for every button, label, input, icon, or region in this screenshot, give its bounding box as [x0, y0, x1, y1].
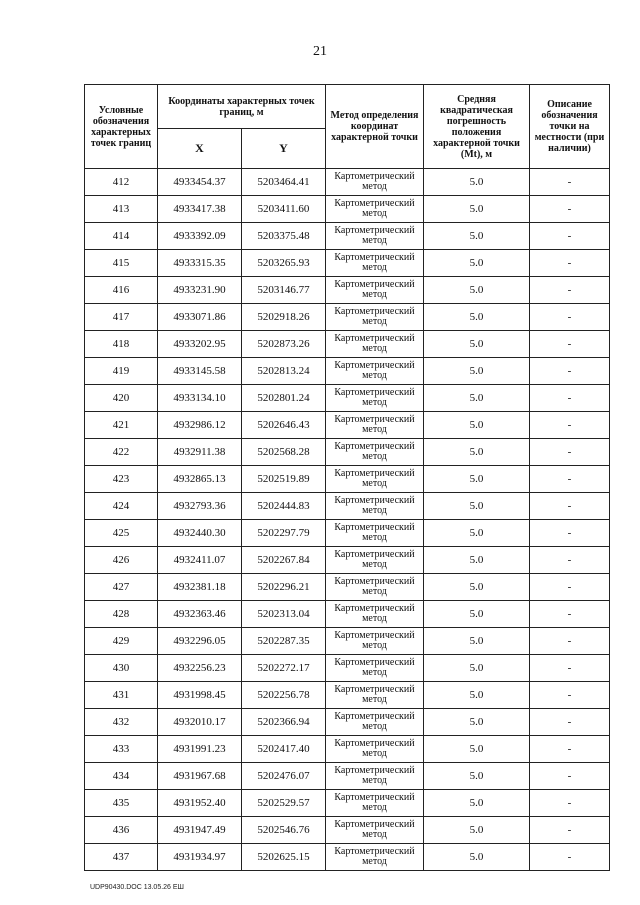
table-row [85, 736, 610, 763]
cell-description: - [530, 520, 610, 547]
cell-x-coordinate: 4931934.97 [158, 844, 242, 871]
cell-x-coordinate: 4932986.12 [158, 412, 242, 439]
cell-description: - [530, 223, 610, 250]
cell-y-coordinate: 5202296.21 [242, 574, 326, 601]
cell-y-coordinate: 5202813.24 [242, 358, 326, 385]
cell-x-coordinate: 4931947.49 [158, 817, 242, 844]
cell-method: Картометрический метод [326, 385, 424, 412]
cell-x-coordinate: 4932296.05 [158, 628, 242, 655]
cell-x-coordinate: 4933145.58 [158, 358, 242, 385]
cell-description: - [530, 547, 610, 574]
cell-error: 5.0 [424, 709, 530, 736]
cell-method: Картометрический метод [326, 277, 424, 304]
cell-description: - [530, 844, 610, 871]
cell-point-number: 433 [85, 736, 158, 763]
cell-point-number: 434 [85, 763, 158, 790]
table-row [85, 520, 610, 547]
cell-y-coordinate: 5202366.94 [242, 709, 326, 736]
cell-x-coordinate: 4931991.23 [158, 736, 242, 763]
header-x: X [158, 129, 242, 169]
cell-error: 5.0 [424, 385, 530, 412]
cell-point-number: 426 [85, 547, 158, 574]
cell-x-coordinate: 4932381.18 [158, 574, 242, 601]
cell-method: Картометрический метод [326, 466, 424, 493]
table-row [85, 358, 610, 385]
cell-error: 5.0 [424, 547, 530, 574]
cell-point-number: 412 [85, 169, 158, 196]
table-row [85, 493, 610, 520]
cell-x-coordinate: 4933231.90 [158, 277, 242, 304]
table-row [85, 277, 610, 304]
cell-description: - [530, 574, 610, 601]
footer-document-code: UDP90430.DOC 13.05.26 EШ [90, 884, 184, 891]
cell-error: 5.0 [424, 628, 530, 655]
cell-error: 5.0 [424, 520, 530, 547]
cell-point-number: 430 [85, 655, 158, 682]
cell-point-number: 423 [85, 466, 158, 493]
cell-y-coordinate: 5202313.04 [242, 601, 326, 628]
cell-error: 5.0 [424, 277, 530, 304]
cell-y-coordinate: 5202287.35 [242, 628, 326, 655]
cell-method: Картометрический метод [326, 817, 424, 844]
cell-error: 5.0 [424, 682, 530, 709]
cell-x-coordinate: 4933134.10 [158, 385, 242, 412]
coordinates-table [84, 84, 610, 871]
header-designation: Условные обозначения характерных точек границ [85, 85, 158, 169]
cell-error: 5.0 [424, 358, 530, 385]
cell-x-coordinate: 4933392.09 [158, 223, 242, 250]
cell-method: Картометрический метод [326, 682, 424, 709]
table-row [85, 304, 610, 331]
cell-point-number: 414 [85, 223, 158, 250]
cell-y-coordinate: 5203411.60 [242, 196, 326, 223]
cell-method: Картометрический метод [326, 439, 424, 466]
cell-x-coordinate: 4933454.37 [158, 169, 242, 196]
cell-y-coordinate: 5202297.79 [242, 520, 326, 547]
cell-error: 5.0 [424, 493, 530, 520]
cell-x-coordinate: 4932911.38 [158, 439, 242, 466]
table-row [85, 331, 610, 358]
cell-description: - [530, 412, 610, 439]
cell-error: 5.0 [424, 223, 530, 250]
cell-description: - [530, 250, 610, 277]
cell-method: Картометрический метод [326, 304, 424, 331]
cell-x-coordinate: 4933202.95 [158, 331, 242, 358]
cell-x-coordinate: 4932010.17 [158, 709, 242, 736]
cell-error: 5.0 [424, 412, 530, 439]
cell-x-coordinate: 4932440.30 [158, 520, 242, 547]
cell-description: - [530, 736, 610, 763]
cell-description: - [530, 358, 610, 385]
cell-error: 5.0 [424, 736, 530, 763]
header-method: Метод определения координат характерной точки [326, 85, 424, 169]
cell-method: Картометрический метод [326, 493, 424, 520]
cell-y-coordinate: 5202476.07 [242, 763, 326, 790]
cell-error: 5.0 [424, 466, 530, 493]
table-row [85, 655, 610, 682]
cell-y-coordinate: 5202272.17 [242, 655, 326, 682]
cell-description: - [530, 655, 610, 682]
cell-point-number: 435 [85, 790, 158, 817]
header-coordinates: Координаты характерных точек границ, м [158, 85, 326, 129]
table-row [85, 790, 610, 817]
cell-point-number: 437 [85, 844, 158, 871]
cell-x-coordinate: 4932793.36 [158, 493, 242, 520]
cell-y-coordinate: 5202873.26 [242, 331, 326, 358]
cell-x-coordinate: 4933071.86 [158, 304, 242, 331]
cell-description: - [530, 331, 610, 358]
cell-y-coordinate: 5202256.78 [242, 682, 326, 709]
table-row [85, 223, 610, 250]
cell-point-number: 420 [85, 385, 158, 412]
cell-method: Картометрический метод [326, 709, 424, 736]
cell-description: - [530, 466, 610, 493]
cell-method: Картометрический метод [326, 763, 424, 790]
table-row [85, 250, 610, 277]
table-row [85, 817, 610, 844]
cell-description: - [530, 601, 610, 628]
cell-y-coordinate: 5203464.41 [242, 169, 326, 196]
cell-method: Картометрический метод [326, 223, 424, 250]
header-y: Y [242, 129, 326, 169]
cell-error: 5.0 [424, 817, 530, 844]
cell-error: 5.0 [424, 844, 530, 871]
cell-description: - [530, 169, 610, 196]
cell-description: - [530, 709, 610, 736]
cell-y-coordinate: 5202625.15 [242, 844, 326, 871]
cell-error: 5.0 [424, 250, 530, 277]
table-row [85, 196, 610, 223]
cell-method: Картометрический метод [326, 520, 424, 547]
cell-y-coordinate: 5203265.93 [242, 250, 326, 277]
cell-method: Картометрический метод [326, 358, 424, 385]
table-row [85, 574, 610, 601]
cell-error: 5.0 [424, 574, 530, 601]
cell-method: Картометрический метод [326, 790, 424, 817]
cell-point-number: 419 [85, 358, 158, 385]
cell-y-coordinate: 5202529.57 [242, 790, 326, 817]
cell-method: Картометрический метод [326, 250, 424, 277]
cell-description: - [530, 790, 610, 817]
cell-error: 5.0 [424, 763, 530, 790]
cell-point-number: 416 [85, 277, 158, 304]
cell-description: - [530, 385, 610, 412]
cell-method: Картометрический метод [326, 574, 424, 601]
cell-method: Картометрический метод [326, 601, 424, 628]
cell-method: Картометрический метод [326, 655, 424, 682]
cell-y-coordinate: 5202519.89 [242, 466, 326, 493]
cell-description: - [530, 763, 610, 790]
cell-y-coordinate: 5203375.48 [242, 223, 326, 250]
cell-point-number: 422 [85, 439, 158, 466]
cell-method: Картометрический метод [326, 844, 424, 871]
cell-description: - [530, 682, 610, 709]
cell-point-number: 432 [85, 709, 158, 736]
cell-point-number: 418 [85, 331, 158, 358]
cell-description: - [530, 493, 610, 520]
table-row [85, 169, 610, 196]
cell-x-coordinate: 4932411.07 [158, 547, 242, 574]
cell-method: Картометрический метод [326, 736, 424, 763]
cell-point-number: 436 [85, 817, 158, 844]
cell-y-coordinate: 5202444.83 [242, 493, 326, 520]
table-row [85, 763, 610, 790]
cell-method: Картометрический метод [326, 196, 424, 223]
cell-y-coordinate: 5203146.77 [242, 277, 326, 304]
header-description: Описание обозначения точки на местности (при наличии) [530, 85, 610, 169]
table-body [85, 169, 610, 871]
cell-y-coordinate: 5202417.40 [242, 736, 326, 763]
cell-description: - [530, 277, 610, 304]
cell-point-number: 425 [85, 520, 158, 547]
cell-x-coordinate: 4932363.46 [158, 601, 242, 628]
table-row [85, 466, 610, 493]
table-row [85, 682, 610, 709]
table-row [85, 439, 610, 466]
cell-method: Картометрический метод [326, 628, 424, 655]
cell-point-number: 429 [85, 628, 158, 655]
cell-error: 5.0 [424, 439, 530, 466]
cell-error: 5.0 [424, 790, 530, 817]
cell-point-number: 417 [85, 304, 158, 331]
cell-x-coordinate: 4932256.23 [158, 655, 242, 682]
cell-description: - [530, 628, 610, 655]
table-row [85, 385, 610, 412]
cell-method: Картометрический метод [326, 331, 424, 358]
cell-point-number: 431 [85, 682, 158, 709]
cell-description: - [530, 304, 610, 331]
cell-point-number: 413 [85, 196, 158, 223]
cell-x-coordinate: 4933315.35 [158, 250, 242, 277]
cell-y-coordinate: 5202646.43 [242, 412, 326, 439]
table-row [85, 547, 610, 574]
table-row [85, 628, 610, 655]
table-row [85, 412, 610, 439]
table-row [85, 844, 610, 871]
cell-point-number: 421 [85, 412, 158, 439]
cell-x-coordinate: 4931967.68 [158, 763, 242, 790]
cell-y-coordinate: 5202918.26 [242, 304, 326, 331]
cell-error: 5.0 [424, 196, 530, 223]
table-row [85, 709, 610, 736]
cell-y-coordinate: 5202568.28 [242, 439, 326, 466]
cell-point-number: 415 [85, 250, 158, 277]
cell-y-coordinate: 5202546.76 [242, 817, 326, 844]
cell-description: - [530, 439, 610, 466]
cell-method: Картометрический метод [326, 169, 424, 196]
cell-y-coordinate: 5202267.84 [242, 547, 326, 574]
cell-y-coordinate: 5202801.24 [242, 385, 326, 412]
cell-method: Картометрический метод [326, 412, 424, 439]
cell-description: - [530, 817, 610, 844]
cell-point-number: 428 [85, 601, 158, 628]
table-row [85, 601, 610, 628]
cell-point-number: 424 [85, 493, 158, 520]
cell-description: - [530, 196, 610, 223]
cell-error: 5.0 [424, 169, 530, 196]
cell-x-coordinate: 4931952.40 [158, 790, 242, 817]
cell-point-number: 427 [85, 574, 158, 601]
cell-error: 5.0 [424, 601, 530, 628]
cell-error: 5.0 [424, 331, 530, 358]
page-number: 21 [313, 44, 327, 59]
cell-method: Картометрический метод [326, 547, 424, 574]
cell-x-coordinate: 4933417.38 [158, 196, 242, 223]
cell-x-coordinate: 4932865.13 [158, 466, 242, 493]
cell-x-coordinate: 4931998.45 [158, 682, 242, 709]
cell-error: 5.0 [424, 304, 530, 331]
cell-error: 5.0 [424, 655, 530, 682]
header-error: Средняя квадратическая погрешность положения характерной точки (Mt), м [424, 85, 530, 169]
